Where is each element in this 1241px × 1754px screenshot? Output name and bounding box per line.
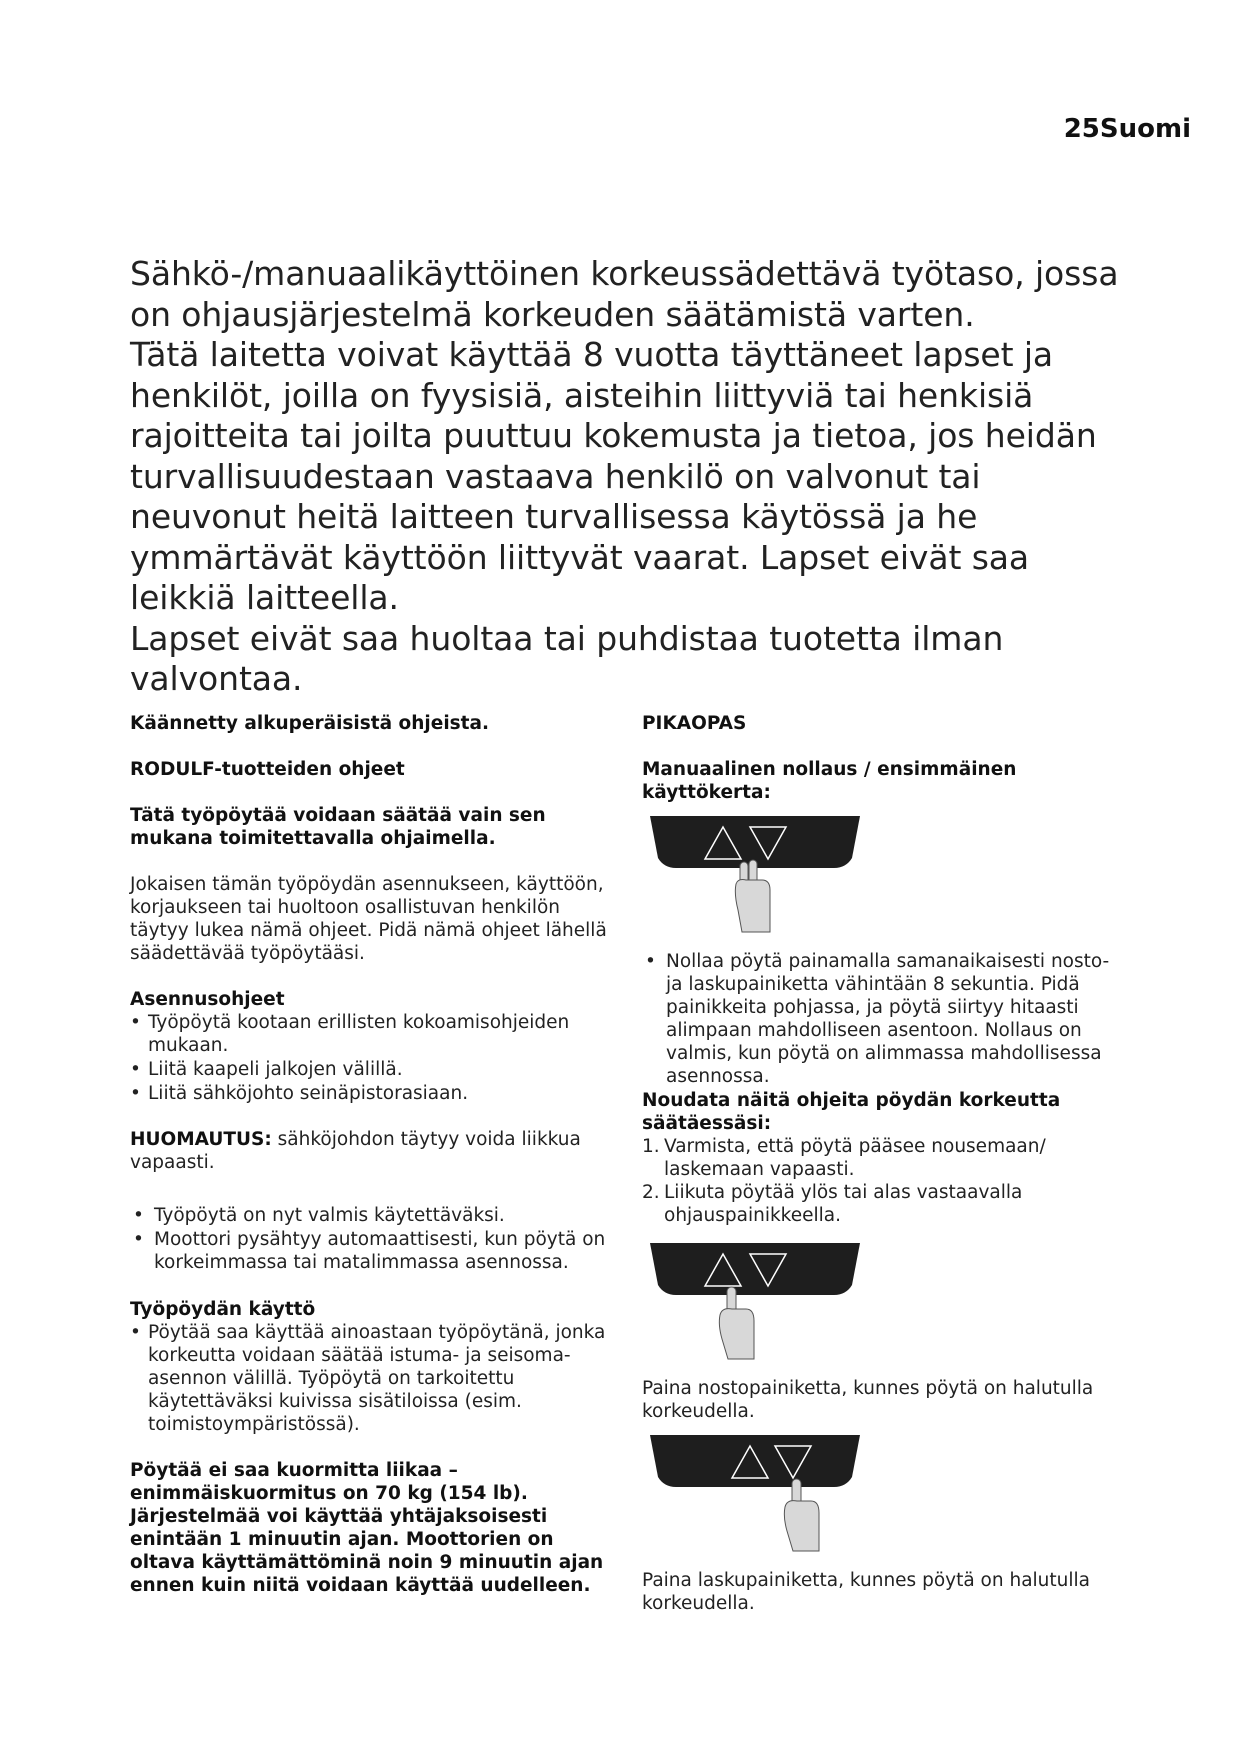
note-label: HUOMAUTUS: [130, 1129, 272, 1150]
installation-section [130, 988, 610, 1105]
intro-section [130, 254, 1130, 700]
installation-list [130, 1011, 610, 1105]
page-header [1064, 114, 1191, 144]
list-item: 2. Liikuta pöytää ylös tai alas vastaavalla ohjauspainikkeella. [642, 1182, 1023, 1226]
usage-heading: Työpöydän käyttö [130, 1299, 316, 1320]
note-paragraph [130, 1128, 610, 1174]
translated-note: Käännetty alkuperäisistä ohjeista. [130, 713, 490, 734]
controller-up-button-illustration [642, 1241, 868, 1365]
page-language: Suomi [1099, 114, 1191, 144]
adjust-heading: Noudata näitä ohjeita pöydän korkeutta säätäessäsi: [642, 1090, 1061, 1134]
controller-both-buttons-illustration [642, 814, 868, 938]
controller-note: Tätä työpöytää voidaan säätää vain sen mukana toimitettavalla ohjaimella. [130, 805, 546, 849]
usage-list [130, 1321, 610, 1436]
reset-list [642, 950, 1122, 1088]
controller-down-button-illustration [642, 1433, 868, 1557]
list-item: • Liitä sähköjohto seinäpistorasiaan. [130, 1082, 610, 1105]
hand-icon [719, 1287, 754, 1359]
intro-paragraph: Lapset eivät saa huoltaa tai puhdistaa tuotetta ilman valvontaa. [130, 618, 1004, 698]
intro-paragraph: Tätä laitetta voivat käyttää 8 vuotta täyttäneet lapset ja henkilöt, joilla on fyysisiä, aisteihin liittyviä tai henkisiä rajoitteita tai joilta puuttuu kokemusta ja tietoa, jos heidän turvallisuudestaan vastaava henkilö on valvonut tai neuvonut heitä laitteen turvallisessa käytössä ja he ymmärtävät käyttöön liittyvät vaarat. Lapset eivät saa leikkiä laitteella. [130, 335, 1097, 617]
intro-paragraph: Sähkö-/manuaalikäyttöinen korkeussädettävä työtaso, jossa on ohjausjärjestelmä korkeuden säätämistä varten. [130, 254, 1119, 334]
ready-list [130, 1204, 610, 1274]
list-item: • Nollaa pöytä painamalla samanaikaisesti nosto- ja laskupainiketta vähintään 8 sekuntia. Pidä painikkeita pohjassa, ja pöytä siirtyy hitaasti alimpaan mahdolliseen asentoon. Nollaus on valmis, kun pöytä on alimmassa mahdollisessa asennossa. [642, 950, 1122, 1088]
left-column [130, 712, 610, 1597]
usage-section [130, 1298, 610, 1436]
list-item: 1. Varmista, että pöytä pääsee nousemaan/ laskemaan vapaasti. [642, 1136, 1046, 1180]
reset-heading: Manuaalinen nollaus / ensimmäinen käyttökerta: [642, 759, 1017, 803]
list-item: • Työpöytä kootaan erillisten kokoamisohjeiden mukaan. [130, 1011, 610, 1057]
quick-guide-heading: PIKAOPAS [642, 713, 747, 734]
page-number: 25 [1063, 114, 1100, 144]
hand-icon [735, 860, 770, 932]
list-item: • Moottori pysähtyy automaattisesti, kun pöytä on korkeimmassa tai matalimmassa asennossa. [130, 1228, 610, 1274]
installation-heading: Asennusohjeet [130, 989, 285, 1010]
right-column [642, 712, 1122, 1625]
read-instructions: Jokaisen tämän työpöydän asennukseen, käyttöön, korjaukseen tai huoltoon osallistuvan henkilön täytyy lukea nämä ohjeet. Pidä nämä ohjeet lähellä säädettävää työpöytääsi. [130, 874, 607, 964]
list-item: • Liitä kaapeli jalkojen välillä. [130, 1058, 610, 1081]
up-caption: Paina nostopainiketta, kunnes pöytä on halutulla korkeudella. [642, 1378, 1094, 1422]
list-item: • Pöytää saa käyttää ainoastaan työpöytänä, jonka korkeutta voidaan säätää istuma- ja seisoma-asennon välillä. Työpöytä on tarkoitettu käytettäväksi kuivissa sisätiloissa (esim. toimistoympäristössä). [130, 1321, 610, 1436]
load-warning: Pöytää ei saa kuormitta liikaa – enimmäiskuormitus on 70 kg (154 lb). Järjestelmää voi käyttää yhtäjaksoisesti enintään 1 minuutin ajan. Moottorien on oltava käyttämättöminä noin 9 minuutin ajan ennen kuin niitä voidaan käyttää uudelleen. [130, 1460, 604, 1596]
adjust-steps [642, 1135, 1122, 1227]
hand-icon [784, 1479, 819, 1551]
note-text: sähköjohdon täytyy voida liikkua vapaasti. [130, 1129, 581, 1173]
down-caption: Paina laskupainiketta, kunnes pöytä on halutulla korkeudella. [642, 1570, 1091, 1614]
product-heading: RODULF-tuotteiden ohjeet [130, 759, 405, 780]
list-item: • Työpöytä on nyt valmis käytettäväksi. [130, 1204, 610, 1227]
